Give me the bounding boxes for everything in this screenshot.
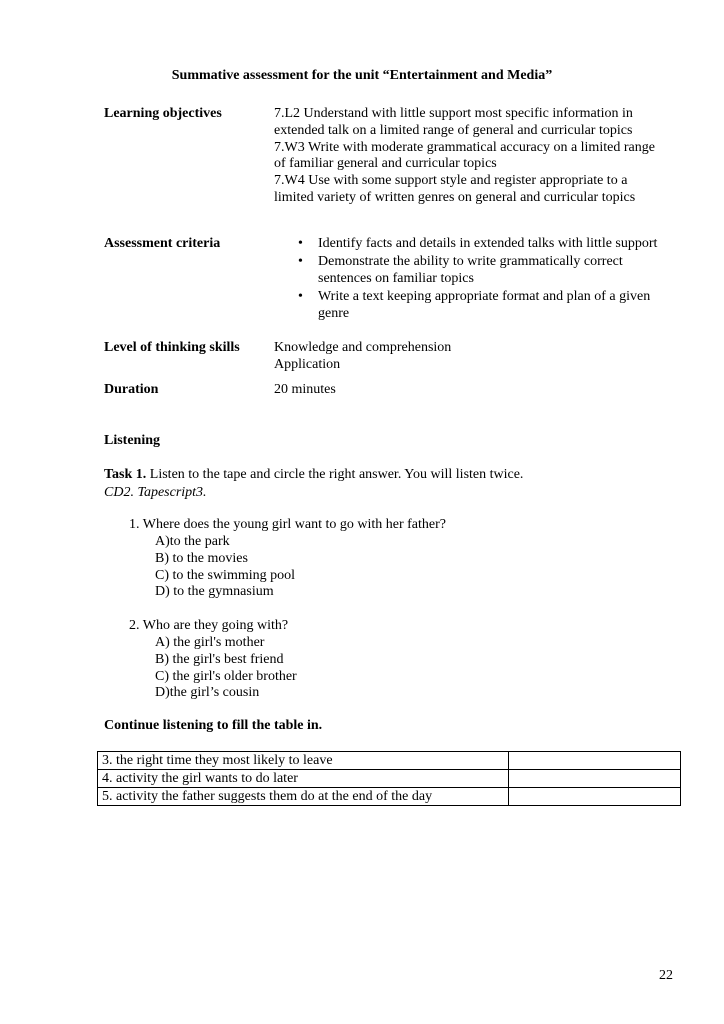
bullet-icon: • xyxy=(298,289,303,304)
objective-line: extended talk on a limited range of general and curricular topics xyxy=(274,122,633,138)
table-answer-cell[interactable] xyxy=(509,770,681,788)
task-text: Listen to the tape and circle the right answer. You will listen twice. xyxy=(146,467,524,482)
question-1-options xyxy=(155,534,295,601)
duration-value: 20 minutes xyxy=(274,382,336,397)
criteria-label: Assessment criteria xyxy=(104,236,221,251)
criterion-line: Identify facts and details in extended talks with little support xyxy=(318,236,658,251)
objectives-text xyxy=(274,106,694,207)
thinking-label: Level of thinking skills xyxy=(104,340,240,355)
page-number: 22 xyxy=(659,968,673,983)
table-row xyxy=(98,770,681,788)
objective-line: 7.W3 Write with moderate grammatical accuracy on a limited range xyxy=(274,139,655,155)
table-answer-cell[interactable] xyxy=(509,752,681,770)
question-2: 2. Who are they going with? xyxy=(129,618,289,633)
objective-line: limited variety of written genres on general and curricular topics xyxy=(274,189,636,205)
bullet-icon: • xyxy=(298,254,303,269)
answer-option: A)to the park xyxy=(155,534,230,549)
table-question-cell: 5. activity the father suggests them do at the end of the day xyxy=(98,788,509,806)
criterion-item xyxy=(318,289,650,323)
criterion-line: Write a text keeping appropriate format and plan of a given xyxy=(318,289,651,304)
objectives-label: Learning objectives xyxy=(104,106,222,121)
page-title: Summative assessment for the unit “Entertainment and Media” xyxy=(171,68,553,83)
section-heading: Listening xyxy=(104,433,161,448)
objective-line: of familiar general and curricular topics xyxy=(274,156,497,172)
answer-option: A) the girl's mother xyxy=(155,635,265,650)
answer-table xyxy=(97,751,681,806)
table-row xyxy=(98,752,681,770)
thinking-line: Knowledge and comprehension xyxy=(274,340,452,355)
thinking-text xyxy=(274,340,694,374)
answer-option: B) to the movies xyxy=(155,550,248,566)
table-question-cell: 3. the right time they most likely to leave xyxy=(98,752,509,770)
criterion-item xyxy=(318,236,657,253)
table-question-cell: 4. activity the girl wants to do later xyxy=(98,770,509,788)
continue-heading: Continue listening to fill the table in. xyxy=(104,718,323,733)
criterion-line: genre xyxy=(318,305,350,321)
task-number: Task 1. xyxy=(104,467,147,482)
objective-line: 7.W4 Use with some support style and register appropriate to a xyxy=(274,173,628,189)
answer-option: D) to the gymnasium xyxy=(155,584,274,600)
duration-label: Duration xyxy=(104,382,159,397)
thinking-line: Application xyxy=(274,356,341,372)
criterion-line: Demonstrate the ability to write grammatically correct xyxy=(318,254,623,269)
answer-option: B) the girl's best friend xyxy=(155,651,284,667)
question-2-options xyxy=(155,635,297,702)
question-1: 1. Where does the young girl want to go with her father? xyxy=(129,517,446,532)
task-instruction xyxy=(104,467,523,484)
answer-option: C) the girl's older brother xyxy=(155,668,297,684)
table-row xyxy=(98,788,681,806)
table-answer-cell[interactable] xyxy=(509,788,681,806)
objective-line: 7.L2 Understand with little support most specific information in xyxy=(274,106,633,121)
criterion-line: sentences on familiar topics xyxy=(318,270,474,286)
bullet-icon: • xyxy=(298,236,303,251)
criterion-item xyxy=(318,254,623,288)
answer-option: C) to the swimming pool xyxy=(155,567,295,583)
task-source: CD2. Tapescript3. xyxy=(104,485,207,500)
answer-option: D)the girl’s cousin xyxy=(155,685,260,701)
